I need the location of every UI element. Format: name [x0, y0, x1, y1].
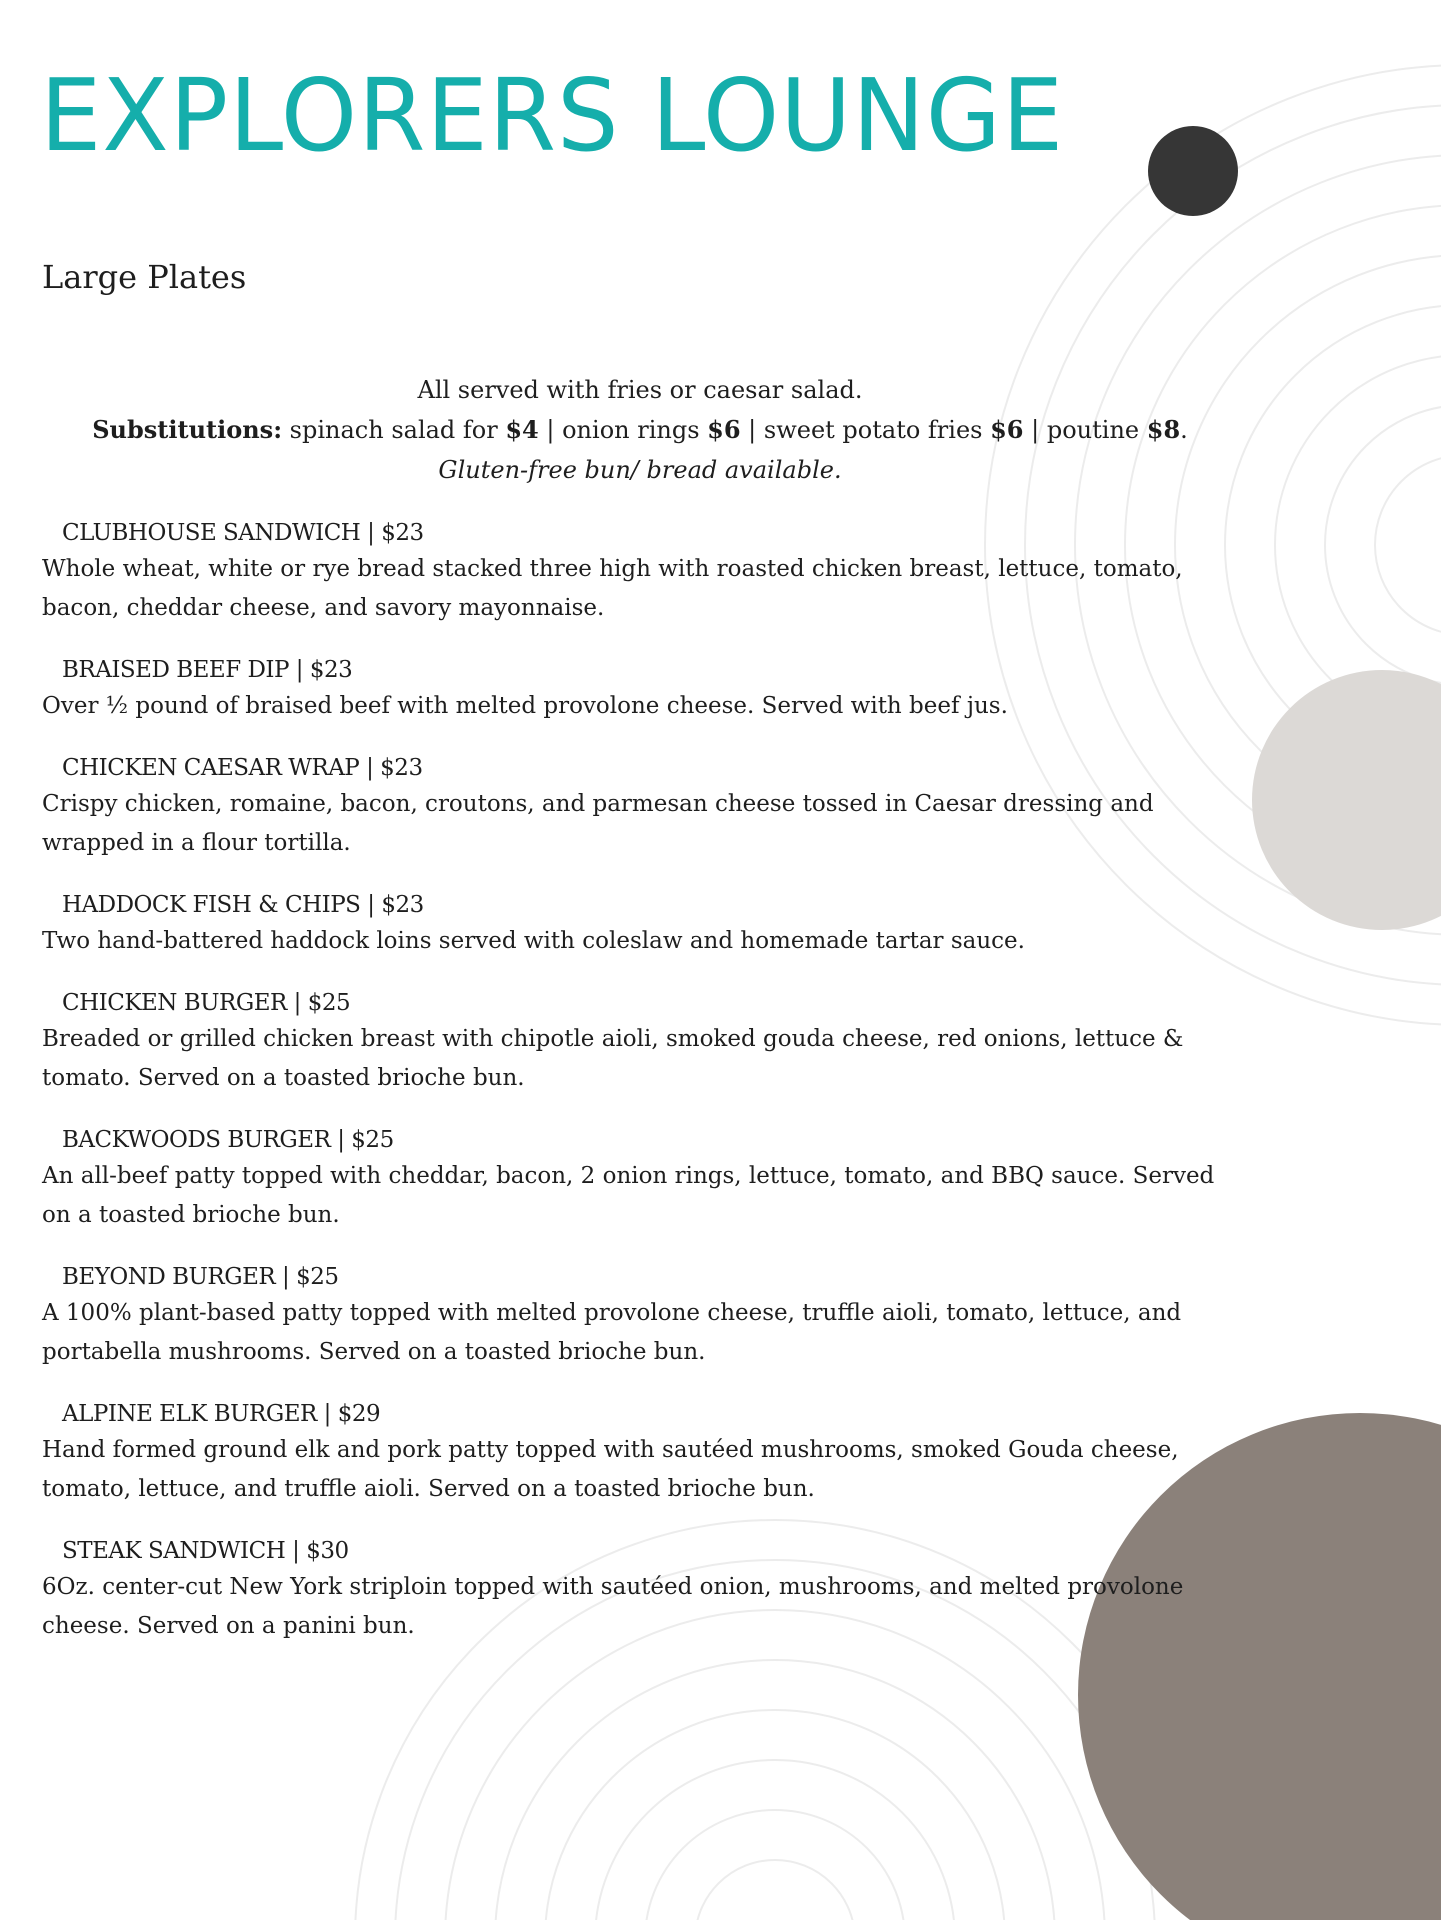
item-name: BEYOND BURGER	[62, 1264, 276, 1290]
item-heading: CHICKEN CAESAR WRAP | $23	[62, 755, 423, 781]
menu-item	[42, 516, 1242, 628]
item-price: $23	[380, 755, 423, 781]
item-heading: CLUBHOUSE SANDWICH | $23	[62, 520, 424, 546]
item-price: $25	[296, 1264, 339, 1290]
item-price: $29	[337, 1401, 381, 1427]
item-name: CLUBHOUSE SANDWICH	[62, 520, 361, 546]
item-heading: BACKWOODS BURGER | $25	[62, 1127, 394, 1153]
page-title: EXPLORERS LOUNGE	[40, 57, 1065, 174]
item-heading: BRAISED BEEF DIP | $23	[62, 657, 353, 683]
item-price: $25	[307, 990, 351, 1016]
item-name: STEAK SANDWICH	[62, 1538, 286, 1564]
substitutions-note: Substitutions: spinach salad for $4 | onion rings $6 | sweet potato fries $6 | poutine $8.	[92, 415, 1188, 444]
menu-item	[42, 888, 1242, 961]
item-description: An all-beef patty topped with cheddar, bacon, 2 onion rings, lettuce, tomato, and BBQ sauce. Served on a toasted brioche bun.	[42, 1163, 1215, 1228]
item-name: CHICKEN CAESAR WRAP	[62, 755, 360, 781]
menu-item	[42, 1123, 1242, 1235]
section-heading: Large Plates	[42, 258, 247, 296]
menu-item	[42, 653, 1242, 726]
item-price: $23	[381, 892, 424, 918]
item-price: $30	[306, 1538, 349, 1564]
sides-note: All served with fries or caesar salad.	[417, 376, 863, 404]
menu-item	[42, 1260, 1242, 1372]
substitutions-label: Substitutions:	[92, 415, 283, 444]
item-description: 6Oz. center-cut New York striploin topped with sautéed onion, mushrooms, and melted provolone cheese. Served on a panini bun.	[42, 1574, 1184, 1639]
item-heading: STEAK SANDWICH | $30	[62, 1538, 349, 1564]
item-price: $23	[309, 657, 353, 683]
sub-price: $6	[707, 415, 741, 444]
item-description: Breaded or grilled chicken breast with chipotle aioli, smoked gouda cheese, red onions, lettuce & tomato. Served on a toasted brioche bun.	[42, 1026, 1184, 1091]
item-price: $23	[381, 520, 424, 546]
gluten-free-note: Gluten-free bun/ bread available.	[438, 456, 842, 484]
item-description: Over ½ pound of braised beef with melted provolone cheese. Served with beef jus.	[42, 693, 1008, 719]
sub-price: $4	[505, 415, 539, 444]
item-name: ALPINE ELK BURGER	[62, 1401, 317, 1427]
menu-item	[42, 1397, 1242, 1509]
item-heading: ALPINE ELK BURGER | $29	[62, 1401, 381, 1427]
menu-item	[42, 1534, 1242, 1646]
sub-price: $8	[1146, 415, 1181, 444]
item-description: Whole wheat, white or rye bread stacked three high with roasted chicken breast, lettuce, tomato, bacon, cheddar cheese, and savory mayonnaise.	[42, 556, 1183, 621]
menu-items	[42, 516, 1242, 1671]
dark-dot	[1148, 126, 1238, 216]
menu-item	[42, 986, 1242, 1098]
item-name: CHICKEN BURGER	[62, 990, 287, 1016]
item-heading: CHICKEN BURGER | $25	[62, 990, 351, 1016]
item-description: Two hand-battered haddock loins served with coleslaw and homemade tartar sauce.	[42, 928, 1025, 954]
sub-price: $6	[990, 415, 1024, 444]
item-heading: HADDOCK FISH & CHIPS | $23	[62, 892, 424, 918]
item-description: A 100% plant-based patty topped with melted provolone cheese, truffle aioli, tomato, lettuce, and portabella mushrooms. Served on a toasted brioche bun.	[42, 1300, 1182, 1365]
item-description: Hand formed ground elk and pork patty topped with sautéed mushrooms, smoked Gouda cheese, tomato, lettuce, and truffle aioli. Served on a toasted brioche bun.	[42, 1437, 1179, 1502]
intro-notes	[0, 370, 1280, 490]
item-description: Crispy chicken, romaine, bacon, croutons, and parmesan cheese tossed in Caesar dressing and wrapped in a flour tortilla.	[42, 791, 1154, 856]
item-price: $25	[351, 1127, 394, 1153]
item-name: BACKWOODS BURGER	[62, 1127, 331, 1153]
item-name: BRAISED BEEF DIP	[62, 657, 289, 683]
menu-item	[42, 751, 1242, 863]
item-heading: BEYOND BURGER | $25	[62, 1264, 339, 1290]
item-name: HADDOCK FISH & CHIPS	[62, 892, 361, 918]
light-grey-circle	[1252, 670, 1441, 930]
